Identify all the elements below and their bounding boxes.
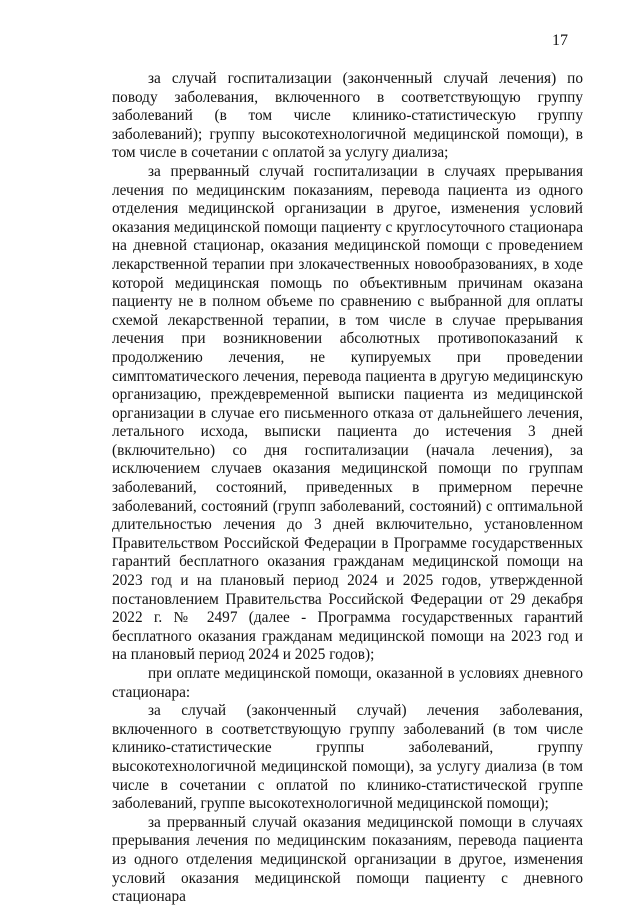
paragraph-interrupted-hospitalization: за прерванный случай госпитализации в случаях прерывания лечения по медицинским показаниям, перевода пациента из одного отделения медицинской организации в другое, изменения условий оказания медицинской помощи пациенту с круглосуточного стационара на дневной стационар, оказания медицинской помощи с проведением лекарственной терапии при злокачественных новообразованиях, в ходе которой медицинская помощь по объективным причинам оказана пациенту не в полном объеме по сравнению с выбранной для оплаты схемой лекарственной терапии, в том числе в случае прерывания лечения при возникновении абсолютных противопоказаний к продолжению лечения, не купируемых при проведении симптоматического лечения, перевода пациента в другую медицинскую организацию, преждевременной выписки пациента из медицинской организации в случае его письменного отказа от дальнейшего лечения, летального исхода, выписки пациента до истечения 3 дней (включительно) со дня госпитализации (начала лечения), за исключением случаев оказания медицинской помощи по группам заболеваний, состояний, приведенных в примерном перечне заболеваний, состояний (групп заболеваний, состояний) с оптимальной длительностью лечения до 3 дней включительно, установленном Правительством Российской Федерации в Программе государственных гарантий бесплатного оказания гражданам медицинской помощи на 2023 год и на плановый период 2024 и 2025 годов, утвержденной постановлением Правительства Российской Федерации от 29 декабря 2022 г. № 2497 (далее - Программа государственных гарантий бесплатного оказания гражданам медицинской помощи на 2023 год и на плановый период 2024 и 2025 годов);	[112, 162, 583, 664]
paragraph-interrupted-day-hospital-case: за прерванный случай оказания медицинской помощи в случаях прерывания лечения по медицинским показаниям, перевода пациента из одного отделения медицинской организации в другое, изменения условий оказания медицинской помощи пациенту с дневного стационара	[112, 813, 583, 906]
paragraph-day-hospital-payment: при оплате медицинской помощи, оказанной в условиях дневного стационара:	[112, 665, 583, 701]
document-body	[112, 70, 583, 907]
page-number: 17	[552, 32, 568, 49]
paragraph-hospitalization-case: за случай госпитализации (законченный случай лечения) по поводу заболевания, включенного в соответствующую группу заболеваний (в том числе клинико-статистическую группу заболеваний); группу высокотехнологичной медицинской помощи), в том числе в сочетании с оплатой за услугу диализа;	[112, 70, 583, 162]
paragraph-day-hospital-case: за случай (законченный случай) лечения заболевания, включенного в соответствующую группу заболеваний (в том числе клинико-статистические группы заболеваний, группу высокотехнологичной медицинской помощи), за услугу диализа (в том числе в сочетании с оплатой по клинико-статистической группе заболеваний, группе высокотехнологичной медицинской помощи);	[112, 702, 583, 813]
